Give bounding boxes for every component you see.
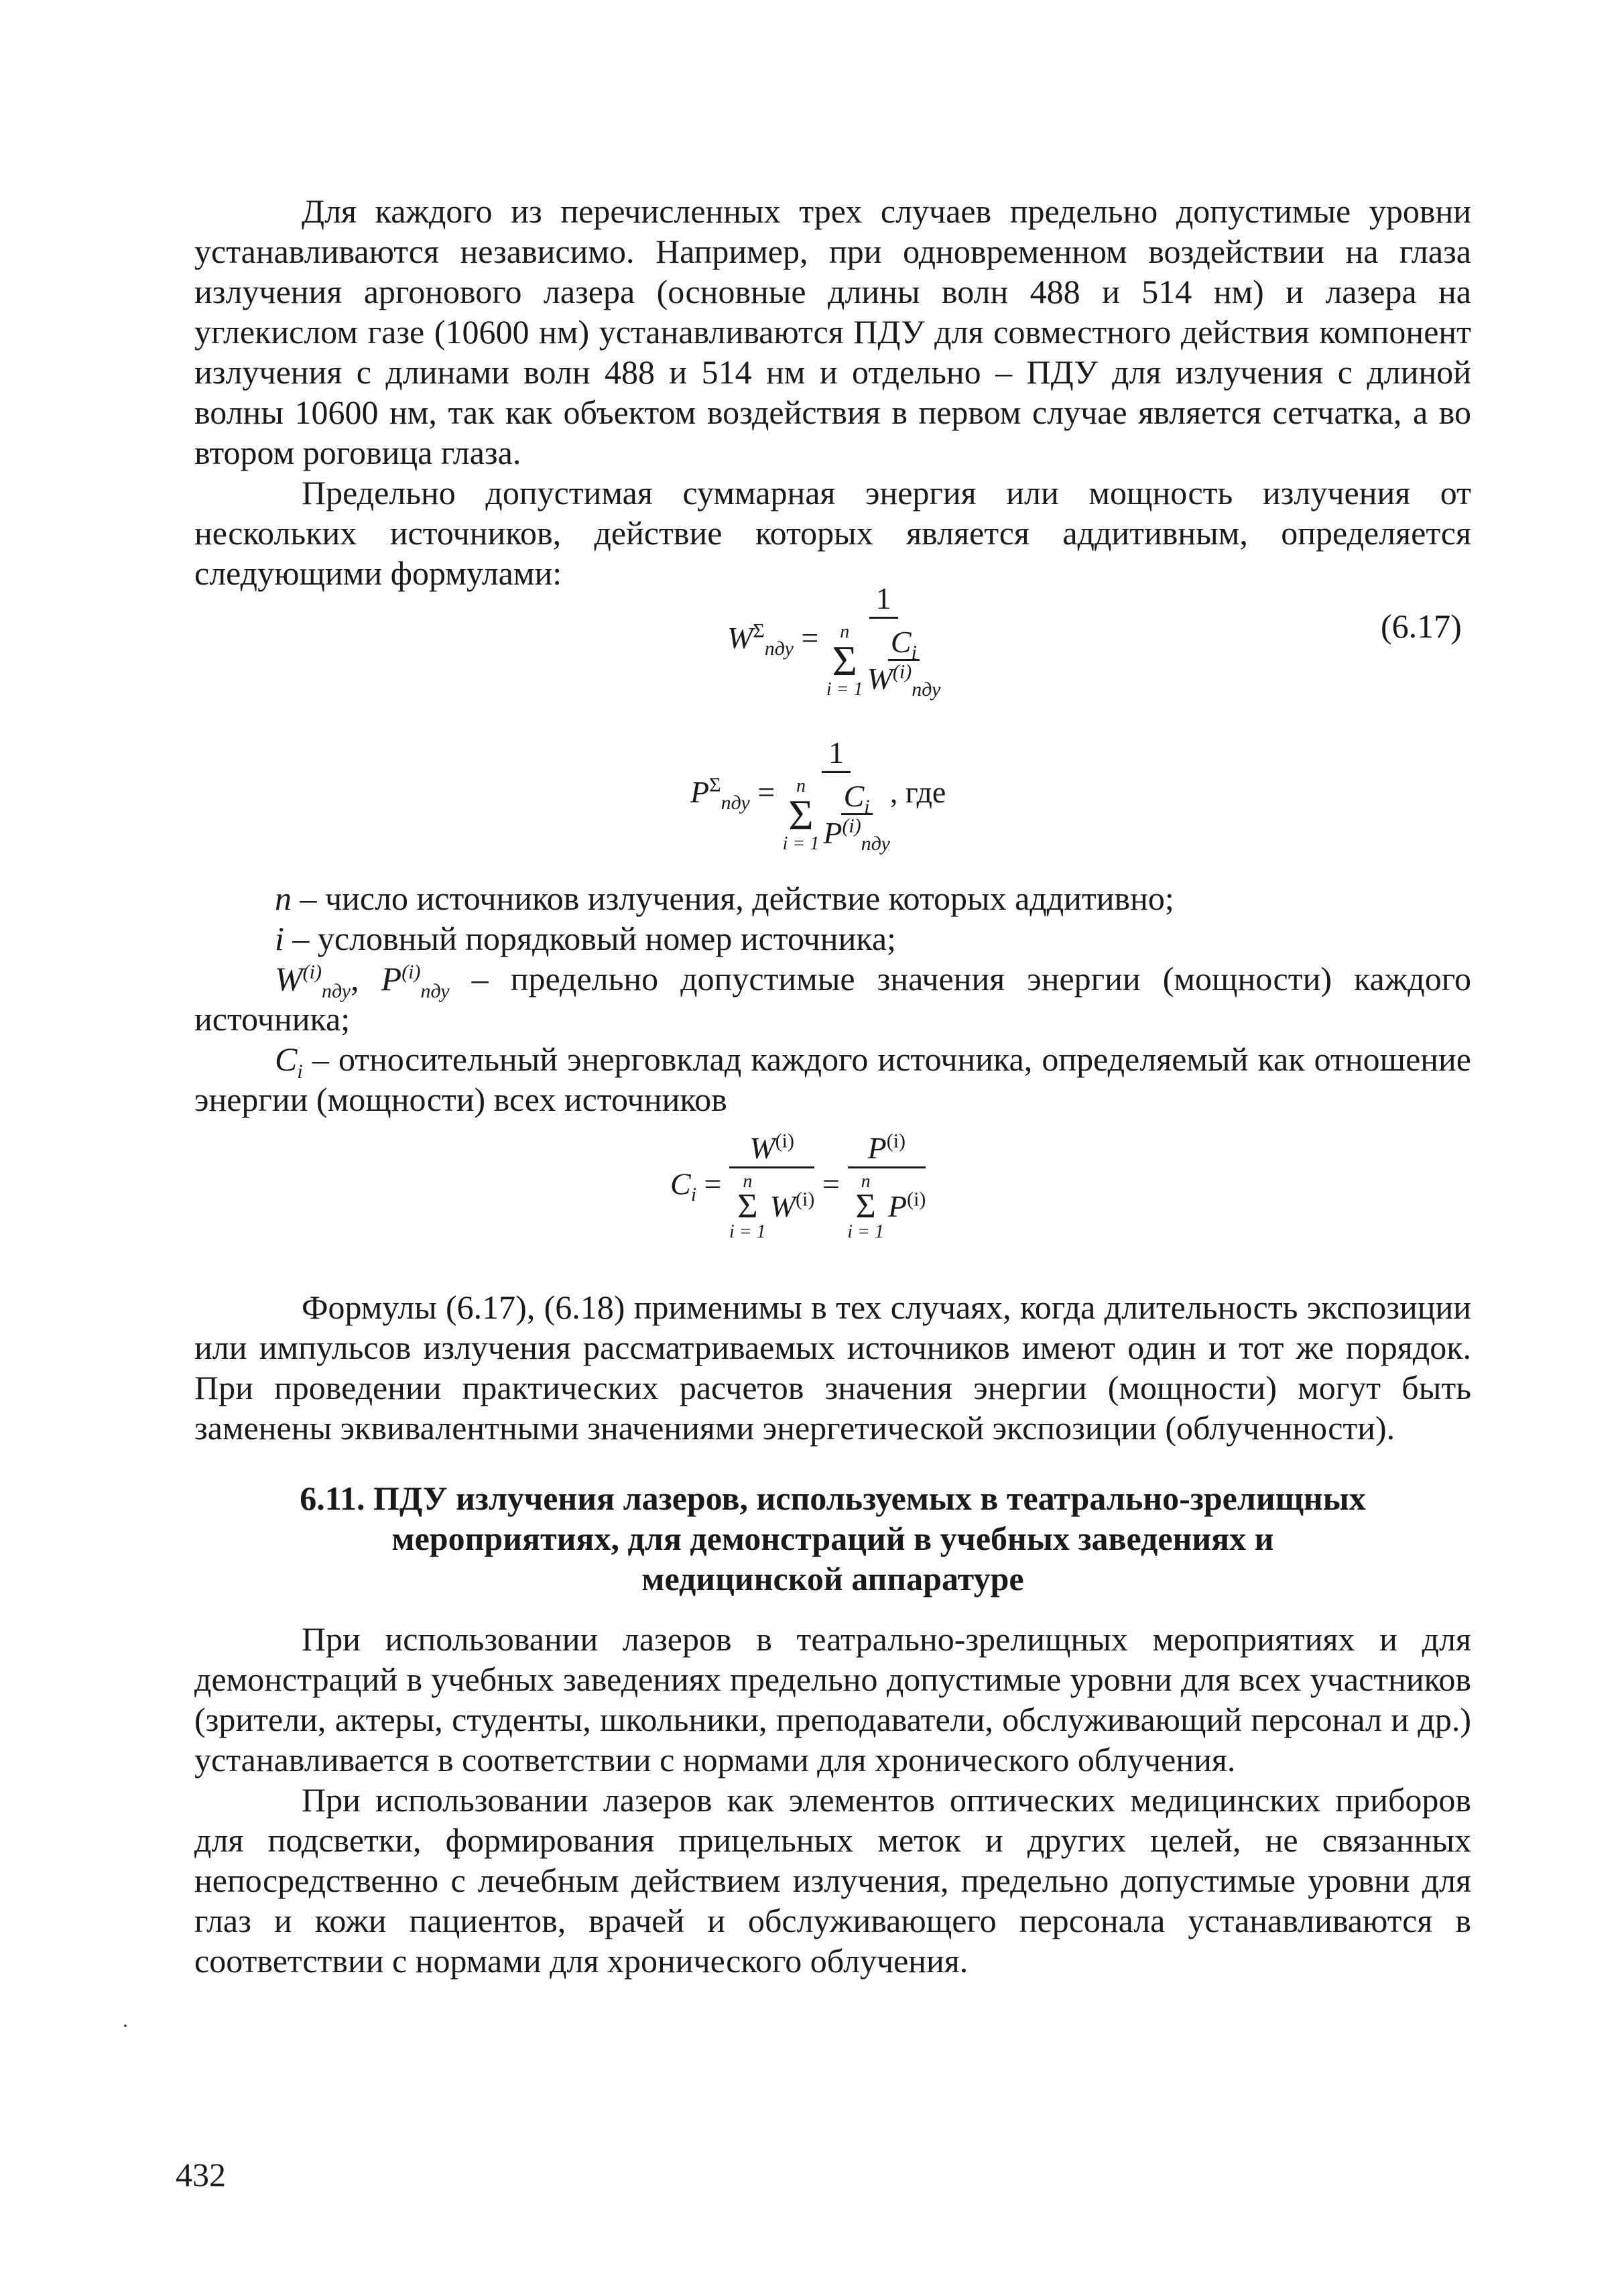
eq618-lhs-sub: пду <box>721 792 750 814</box>
paragraph-medical-use: При использовании лазеров как элементов оптических медицинских приборов для подсветки, формирования прицельных меток и других целей, не связанных непосредственно с лечебным действием излучения, предельно допустимые уровни для глаз и кожи пациентов, врачей и обслуживающего персонала устанавливаются в соответствии с нормами для хронического облучения. <box>194 1781 1471 1980</box>
def-n-text: – число источников излучения, действие которых аддитивно; <box>292 880 1174 917</box>
definition-n <box>194 878 1471 918</box>
def-i-var: i <box>275 920 284 957</box>
ci-den-w: W <box>769 1189 796 1224</box>
sum-lower-limit: i = 1 <box>782 833 820 854</box>
equation-6-17: $W^\Sigma_{пду}$ = 1 n Σ i = 1 $C_i$ $W^{(i)}_{пду}$ <box>727 581 941 701</box>
ci-num-p-sup: (i) <box>886 1130 906 1152</box>
sigma-symbol: Σ <box>788 791 814 839</box>
sum-lower-limit: i = 1 <box>826 678 863 700</box>
ci-num-w-sup: (i) <box>775 1130 794 1152</box>
eq618-den-var: C <box>843 779 865 814</box>
eq617-den-var: C <box>890 625 912 660</box>
ci-den-w-sup: (i) <box>796 1189 815 1211</box>
ci-fraction-power <box>847 1130 926 1242</box>
def-w-sup: (i) <box>302 961 322 983</box>
scan-speck <box>124 2025 127 2027</box>
eq618-den-p-sub: пду <box>861 833 890 855</box>
eq617-sum <box>826 623 863 699</box>
def-p-var: P <box>381 960 402 998</box>
sum-lower-limit: i = 1 <box>847 1221 884 1242</box>
def-n-var: n <box>275 880 292 917</box>
definition-ci <box>194 1039 1471 1120</box>
eq618-numerator: 1 <box>822 737 851 773</box>
eq618-inner-fraction <box>823 779 890 855</box>
eq617-lhs-sup: Σ <box>753 619 765 642</box>
applicability-block <box>194 1287 1471 1448</box>
eq618-denominator <box>783 773 890 853</box>
eq617-lhs-sub: пду <box>764 638 794 660</box>
sigma-symbol: Σ <box>832 637 857 684</box>
eq617-den-w: W <box>867 662 893 697</box>
sigma-symbol: Σ <box>737 1187 758 1225</box>
eq617-denominator <box>826 619 940 699</box>
eq618-den-p-sup: (i) <box>842 814 861 837</box>
paragraph-independent-levels: Для каждого из перечисленных трех случаев предельно допустимые уровни устанавливаются независимо. Например, при одновременном воздействии на глаза излучения аргонового лазера (основные длины волн 488 и 514 нм) и лазера на углекислом газе (10600 нм) устанавливаются ПДУ для совместного действия компонент излучения с длинами волн 488 и 514 нм и отдельно – ПДУ для излучения с длиной волны 10600 нм, так как объектом воздействия в первом случае является сетчатка, а во втором роговица глаза. <box>194 192 1471 471</box>
def-w-sub: пду <box>321 980 351 1002</box>
def-i-text: – условный порядковый номер источника; <box>284 920 896 957</box>
paragraph-additive-sources: Предельно допустимая суммарная энергия или мощность излучения от нескольких источников, действие которых является аддитивным, определяется следующими формулами: <box>194 474 1471 592</box>
definition-i <box>194 918 1471 959</box>
ci-num-p: P <box>867 1131 887 1165</box>
eq618-lhs-sup: Σ <box>709 774 721 796</box>
equation-number-6-17: (6.17) <box>1381 607 1462 645</box>
section-heading <box>194 1478 1471 1599</box>
sigma-symbol: Σ <box>855 1187 876 1225</box>
section-body <box>194 1619 1471 1981</box>
eq618-lhs: P <box>690 774 710 809</box>
section-heading-line2: мероприятиях, для демонстраций в учебных заведениях и <box>391 1520 1274 1557</box>
equation-ci: $C_i$ = $W^{(i)}$ n Σ i = 1 $W^{(i)}$ = $P^{(i)}$ n Σ i = 1 $P^{(i)}$ <box>670 1130 926 1242</box>
page-number: 432 <box>176 2156 226 2193</box>
eq618-den-p: P <box>823 816 843 851</box>
eq618-den-sub: i <box>864 796 870 819</box>
sum-upper-limit: n <box>743 1171 753 1192</box>
def-p-sub: пду <box>420 980 450 1002</box>
sum-lower-limit: i = 1 <box>729 1221 766 1242</box>
paragraph-applicability: Формулы (6.17), (6.18) применимы в тех случаях, когда длительность экспозиции или импульсов излучения рассматриваемых источников имеют один и тот же порядок. При проведении практических расчетов значения энергии (мощности) могут быть заменены эквивалентными значениями энергетической экспозиции (облученности). <box>194 1288 1471 1447</box>
ci-fraction-energy <box>729 1130 815 1242</box>
eq617-fraction <box>826 583 940 699</box>
def-ci-sub: i <box>297 1061 303 1083</box>
def-w-var: W <box>275 960 303 998</box>
ci-den-p-sup: (i) <box>907 1189 926 1211</box>
eq618-sum <box>783 777 820 853</box>
ci-num-w: W <box>749 1131 775 1165</box>
def-ci-var: C <box>275 1040 298 1078</box>
equation-6-18: $P^\Sigma_{пду}$ = 1 n Σ i = 1 $C_i$ $P^{(i)}_{пду}$ , где <box>690 735 946 855</box>
section-heading-line3: медицинской аппаратуре <box>641 1560 1024 1597</box>
eq617-den-sub: i <box>911 642 917 664</box>
intro-block <box>194 191 1471 593</box>
ci-lhs-sub: i <box>690 1183 697 1206</box>
eq617-lhs: W <box>727 620 753 655</box>
ci-den-p: P <box>887 1189 908 1224</box>
eq618-fraction <box>783 737 890 853</box>
eq617-den-w-sup: (i) <box>892 660 912 683</box>
definition-wp: $W^{(i)}_{пду}$, $P^{(i)}_{пду}$ – предельно допустимые значения энергии (мощности) каждого источника; <box>194 960 1471 1038</box>
section-heading-line1: 6.11. ПДУ излучения лазеров, используемых в театрально-зрелищных <box>300 1479 1366 1517</box>
def-wp-text: – предельно допустимые значения энергии (мощности) каждого источника; <box>194 960 1471 1038</box>
ci-lhs: C <box>670 1166 691 1201</box>
def-ci-text: – относительный энерговклад каждого источника, определяемый как отношение энергии (мощности) всех источников <box>194 1040 1471 1118</box>
eq617-den-w-sub: пду <box>912 678 941 701</box>
definitions-block <box>194 878 1471 1120</box>
eq617-inner-fraction <box>867 625 941 701</box>
sum-upper-limit: n <box>840 621 850 642</box>
paragraph-theatrical-use: При использовании лазеров в театрально-зрелищных мероприятиях и для демонстраций в учебных заведениях предельно допустимые уровни для всех участников (зрители, актеры, студенты, школьники, преподаватели, обслуживающий персонал и др.) устанавливается в соответствии с нормами для хронического облучения. <box>194 1620 1471 1778</box>
eq617-numerator: 1 <box>869 583 898 619</box>
sum-upper-limit: n <box>861 1171 871 1192</box>
sum-upper-limit: n <box>796 776 806 796</box>
eq618-suffix: , где <box>889 774 946 809</box>
def-p-sup: (i) <box>401 961 421 983</box>
